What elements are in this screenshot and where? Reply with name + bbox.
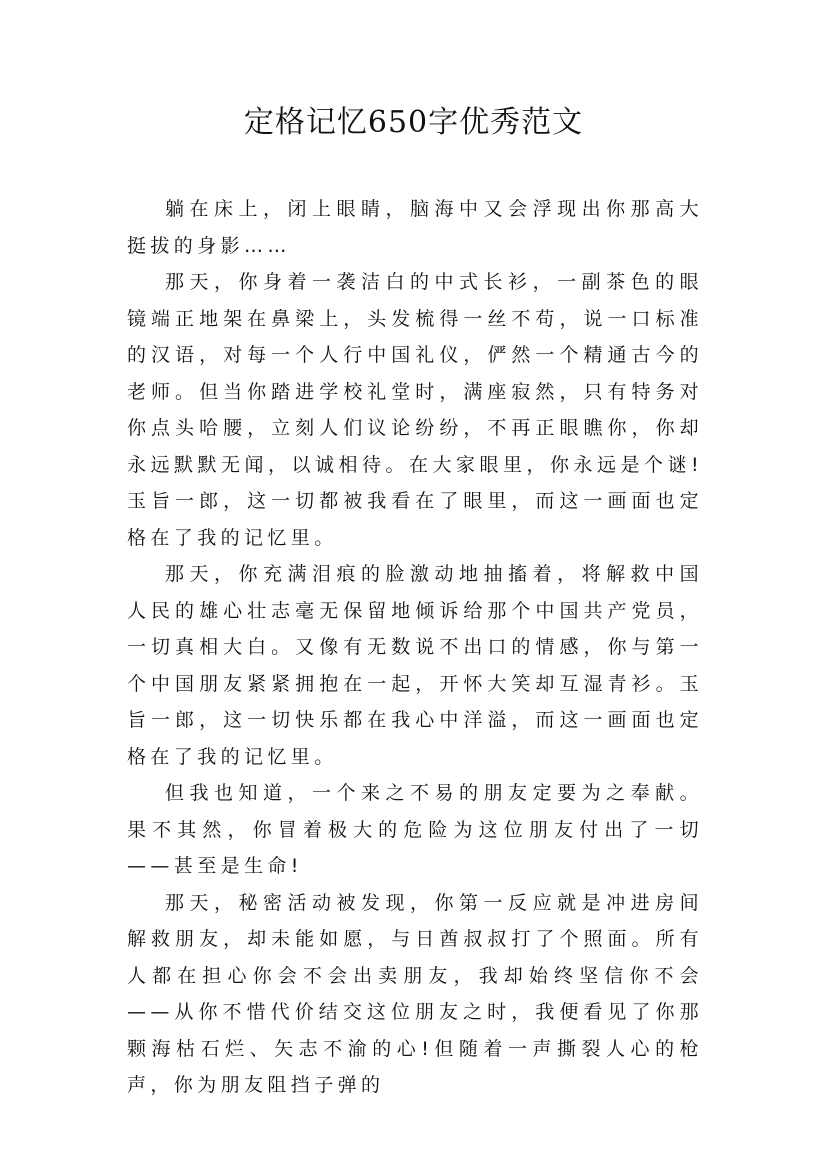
paragraph-1: 躺在床上，闭上眼睛，脑海中又会浮现出你那高大挺拔的身影…… — [127, 198, 703, 257]
document-title: 定格记忆650字优秀范文 — [243, 105, 584, 140]
paragraph-4: 但我也知道，一个来之不易的朋友定要为之奉献。果不其然，你冒着极大的危险为这位朋友付出了一切——甚至是生命! — [127, 782, 703, 877]
paragraph-2: 那天，你身着一袭洁白的中式长衫，一副茶色的眼镜端正地架在鼻梁上，头发梳得一丝不苟，说一口标准的汉语，对每一个人行中国礼仪，俨然一个精通古今的老师。但当你踏进学校礼堂时，满座寂然，只有特务对你点头哈腰，立刻人们议论纷纷，不再正眼瞧你，你却永远默默无闻，以诚相待。在大家眼里，你永远是个谜!玉旨一郎，这一切都被我看在了眼里，而这一画面也定格在了我的记忆里。 — [127, 271, 703, 549]
document-body — [127, 191, 703, 1104]
paragraph-3: 那天，你充满泪痕的脸激动地抽搐着，将解救中国人民的雄心壮志毫无保留地倾诉给那个中国共产党员，一切真相大白。又像有无数说不出口的情感，你与第一个中国朋友紧紧拥抱在一起，开怀大笑却互湿青衫。玉旨一郎，这一切快乐都在我心中洋溢，而这一画面也定格在了我的记忆里。 — [127, 563, 703, 768]
paragraph-5: 那天，秘密活动被发现，你第一反应就是冲进房间解救朋友，却未能如愿，与日酋叔叔打了个照面。所有人都在担心你会不会出卖朋友，我却始终坚信你不会——从你不惜代价结交这位朋友之时，我便看见了你那颗海枯石烂、矢志不渝的心!但随着一声撕裂人心的枪声，你为朋友阻挡子弹的 — [127, 891, 703, 1096]
